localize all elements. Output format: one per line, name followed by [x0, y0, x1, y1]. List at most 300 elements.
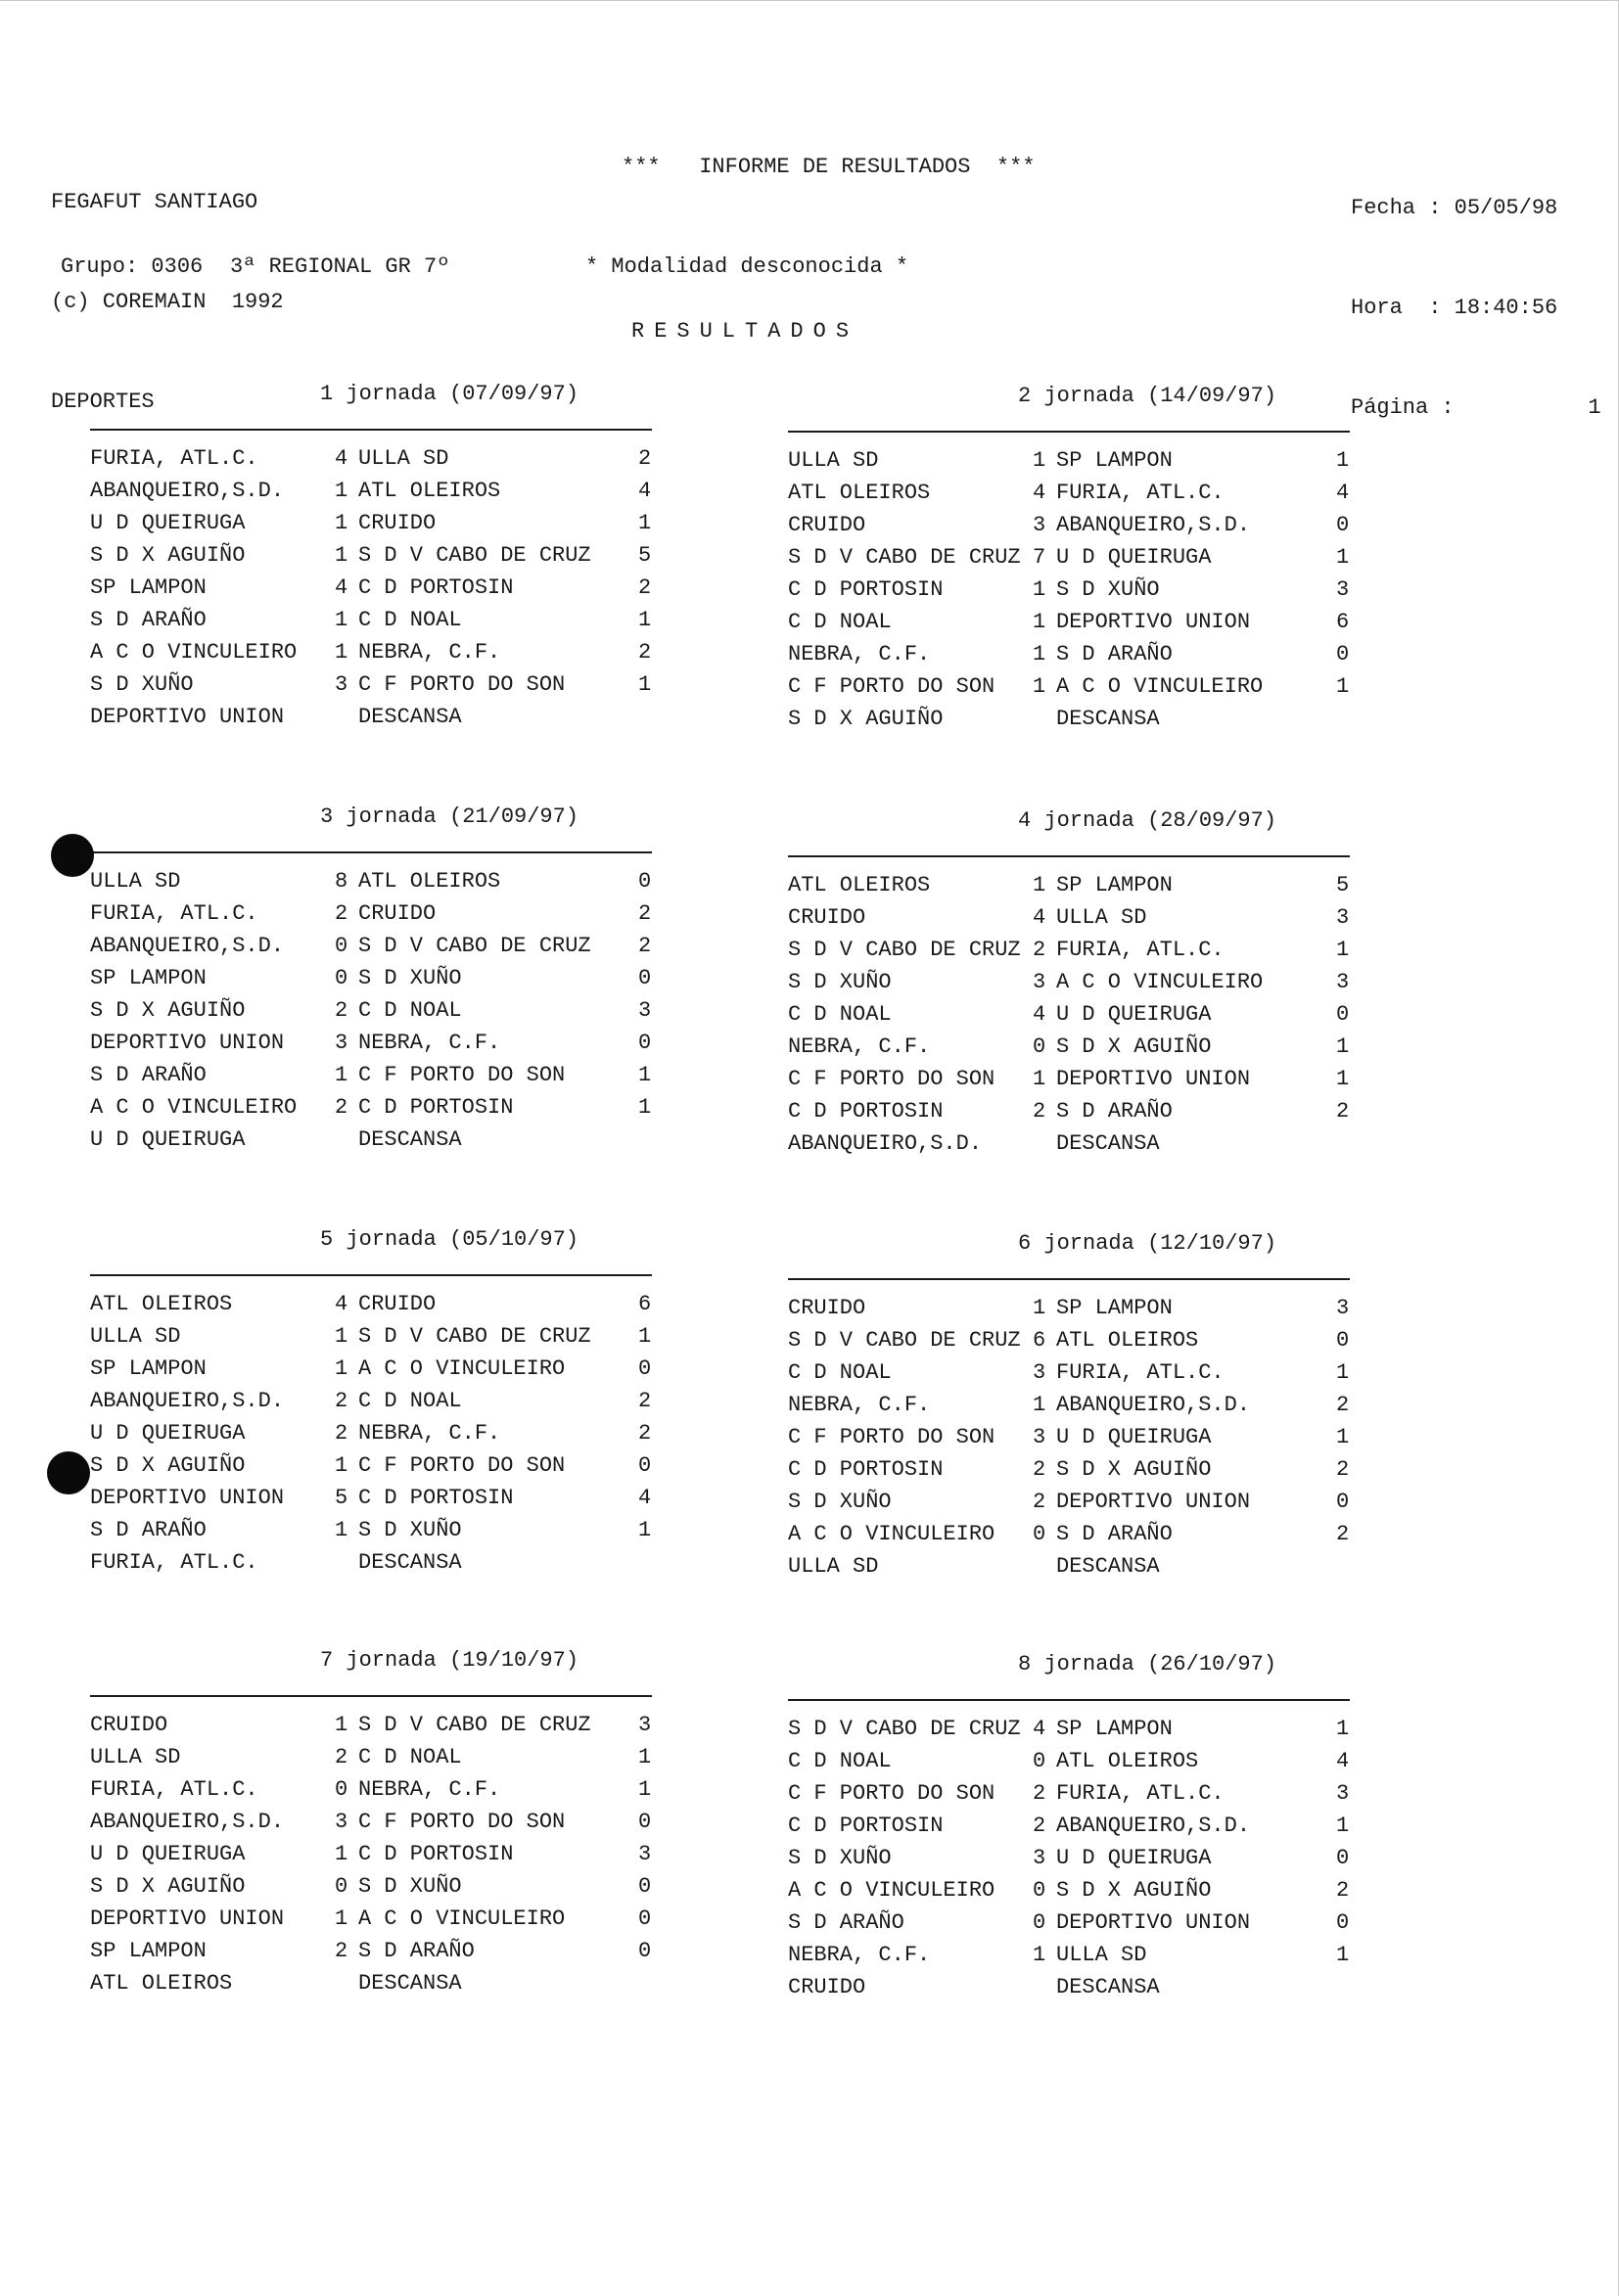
away-team: S D X AGUIÑO — [1056, 1457, 1212, 1482]
away-score: 3 — [1336, 577, 1350, 602]
home-team: CRUIDO — [90, 1713, 168, 1737]
home-score: 3 — [335, 672, 348, 697]
jornada-title: 3 jornada (21/09/97) — [320, 804, 579, 829]
rest-label: DESCANSA — [1056, 707, 1160, 731]
away-score: 1 — [1336, 1814, 1350, 1838]
away-score: 3 — [1336, 970, 1350, 994]
home-team: S D V CABO DE CRUZ — [788, 1328, 1021, 1353]
home-score: 4 — [1033, 905, 1046, 930]
away-score: 1 — [1336, 1717, 1350, 1741]
rest-team: S D X AGUIÑO — [788, 707, 944, 731]
away-score: 2 — [1336, 1393, 1350, 1417]
home-score: 1 — [1033, 642, 1046, 666]
away-score: 0 — [638, 1031, 652, 1055]
org-header — [51, 119, 284, 452]
home-team: C D NOAL — [788, 1749, 892, 1773]
away-score: 0 — [1336, 513, 1350, 537]
home-team: C D PORTOSIN — [788, 1814, 944, 1838]
home-score: 1 — [335, 1356, 348, 1381]
away-team: DEPORTIVO UNION — [1056, 610, 1251, 634]
away-team: S D V CABO DE CRUZ — [358, 1713, 591, 1737]
home-score: 2 — [1033, 1099, 1046, 1124]
away-team: S D V CABO DE CRUZ — [358, 1324, 591, 1349]
home-team: C D NOAL — [788, 1002, 892, 1027]
away-score: 3 — [638, 1842, 652, 1866]
away-team: U D QUEIRUGA — [1056, 545, 1212, 570]
home-score: 2 — [1033, 1457, 1046, 1482]
divider — [788, 1699, 1350, 1701]
away-team: NEBRA, C.F. — [358, 1031, 501, 1055]
home-score: 2 — [1033, 1814, 1046, 1838]
home-team: A C O VINCULEIRO — [788, 1522, 995, 1546]
rest-label: DESCANSA — [358, 1127, 462, 1152]
away-team: FURIA, ATL.C. — [1056, 1360, 1225, 1385]
rest-label: DESCANSA — [358, 1971, 462, 1996]
home-team: ABANQUEIRO,S.D. — [90, 1389, 285, 1413]
home-score: 1 — [1033, 1067, 1046, 1091]
home-score: 3 — [1033, 1425, 1046, 1449]
away-team: C D PORTOSIN — [358, 1842, 514, 1866]
away-score: 1 — [1336, 545, 1350, 570]
away-team: FURIA, ATL.C. — [1056, 938, 1225, 962]
home-score: 1 — [335, 543, 348, 568]
home-score: 2 — [335, 1939, 348, 1963]
away-team: CRUIDO — [358, 1292, 437, 1316]
away-team: S D X AGUIÑO — [1056, 1034, 1212, 1059]
home-team: ULLA SD — [90, 869, 181, 894]
away-score: 3 — [638, 998, 652, 1023]
home-team: ATL OLEIROS — [788, 481, 931, 505]
home-score: 1 — [335, 511, 348, 535]
divider — [90, 851, 652, 853]
home-team: C F PORTO DO SON — [788, 1425, 995, 1449]
home-team: S D V CABO DE CRUZ — [788, 545, 1021, 570]
home-team: S D X AGUIÑO — [90, 543, 246, 568]
home-score: 0 — [335, 1874, 348, 1899]
away-score: 1 — [638, 1095, 652, 1120]
home-team: S D ARAÑO — [90, 608, 207, 632]
away-score: 2 — [1336, 1099, 1350, 1124]
away-score: 4 — [1336, 481, 1350, 505]
away-score: 0 — [1336, 1846, 1350, 1870]
home-score: 1 — [335, 1713, 348, 1737]
modality: * Modalidad desconocida * — [585, 254, 909, 279]
home-score: 1 — [1033, 1296, 1046, 1320]
home-score: 1 — [335, 1518, 348, 1542]
home-score: 2 — [335, 1745, 348, 1769]
away-score: 0 — [1336, 1910, 1350, 1935]
home-score: 4 — [1033, 1002, 1046, 1027]
away-score: 1 — [1336, 1425, 1350, 1449]
rest-team: FURIA, ATL.C. — [90, 1550, 258, 1575]
divider — [788, 855, 1350, 857]
home-team: S D XUÑO — [788, 1490, 892, 1514]
home-score: 0 — [1033, 1522, 1046, 1546]
home-team: FURIA, ATL.C. — [90, 1777, 258, 1802]
home-team: S D XUÑO — [788, 1846, 892, 1870]
away-score: 1 — [1336, 938, 1350, 962]
home-team: U D QUEIRUGA — [90, 1421, 246, 1446]
home-score: 1 — [335, 1324, 348, 1349]
jornada-title: 7 jornada (19/10/97) — [320, 1648, 579, 1673]
home-team: C F PORTO DO SON — [788, 1067, 995, 1091]
home-team: C F PORTO DO SON — [788, 1781, 995, 1806]
divider — [788, 1278, 1350, 1280]
away-team: ABANQUEIRO,S.D. — [1056, 1393, 1251, 1417]
away-team: S D XUÑO — [358, 1874, 462, 1899]
away-team: A C O VINCULEIRO — [1056, 674, 1264, 699]
away-team: NEBRA, C.F. — [358, 1421, 501, 1446]
away-team: C D NOAL — [358, 608, 462, 632]
results-title: RESULTADOS — [631, 319, 859, 344]
away-team: C D NOAL — [358, 1389, 462, 1413]
away-score: 1 — [638, 1063, 652, 1087]
home-score: 1 — [335, 640, 348, 665]
away-team: SP LAMPON — [1056, 448, 1173, 473]
away-team: C D NOAL — [358, 998, 462, 1023]
away-score: 2 — [638, 575, 652, 600]
away-score: 1 — [638, 1745, 652, 1769]
away-score: 0 — [638, 966, 652, 990]
away-score: 0 — [638, 1939, 652, 1963]
home-score: 6 — [1033, 1328, 1046, 1353]
home-team: S D X AGUIÑO — [90, 1874, 246, 1899]
away-score: 4 — [1336, 1749, 1350, 1773]
home-score: 2 — [1033, 1781, 1046, 1806]
punch-hole-top — [51, 834, 94, 877]
away-score: 0 — [638, 1453, 652, 1478]
copyright-line: (c) COREMAIN 1992 — [51, 290, 284, 314]
away-team: S D XUÑO — [1056, 577, 1160, 602]
home-team: SP LAMPON — [90, 966, 207, 990]
away-score: 1 — [1336, 448, 1350, 473]
away-team: ULLA SD — [1056, 1943, 1147, 1967]
away-score: 0 — [1336, 1490, 1350, 1514]
away-team: ABANQUEIRO,S.D. — [1056, 1814, 1251, 1838]
away-score: 2 — [638, 1421, 652, 1446]
home-score: 0 — [1033, 1910, 1046, 1935]
away-team: FURIA, ATL.C. — [1056, 481, 1225, 505]
away-score: 3 — [638, 1713, 652, 1737]
away-team: U D QUEIRUGA — [1056, 1846, 1212, 1870]
away-team: SP LAMPON — [1056, 1717, 1173, 1741]
home-score: 0 — [335, 966, 348, 990]
home-score: 1 — [335, 1842, 348, 1866]
away-team: CRUIDO — [358, 901, 437, 926]
away-team: C D PORTOSIN — [358, 575, 514, 600]
divider — [90, 429, 652, 431]
away-score: 1 — [1336, 1034, 1350, 1059]
rest-team: CRUIDO — [788, 1975, 866, 1999]
home-score: 1 — [335, 479, 348, 503]
away-score: 2 — [1336, 1878, 1350, 1903]
away-team: U D QUEIRUGA — [1056, 1425, 1212, 1449]
away-score: 1 — [638, 608, 652, 632]
away-score: 5 — [1336, 873, 1350, 897]
away-score: 2 — [638, 934, 652, 958]
rest-label: DESCANSA — [1056, 1131, 1160, 1156]
home-score: 2 — [1033, 938, 1046, 962]
home-team: S D V CABO DE CRUZ — [788, 1717, 1021, 1741]
away-team: FURIA, ATL.C. — [1056, 1781, 1225, 1806]
away-team: C D PORTOSIN — [358, 1486, 514, 1510]
away-team: NEBRA, C.F. — [358, 1777, 501, 1802]
home-score: 3 — [1033, 1360, 1046, 1385]
home-team: SP LAMPON — [90, 1356, 207, 1381]
rest-team: ABANQUEIRO,S.D. — [788, 1131, 983, 1156]
home-score: 2 — [335, 1389, 348, 1413]
home-team: A C O VINCULEIRO — [788, 1878, 995, 1903]
away-team: C D NOAL — [358, 1745, 462, 1769]
away-score: 0 — [638, 1356, 652, 1381]
rest-label: DESCANSA — [1056, 1554, 1160, 1579]
away-team: A C O VINCULEIRO — [358, 1356, 566, 1381]
away-score: 6 — [1336, 610, 1350, 634]
away-team: ATL OLEIROS — [1056, 1749, 1199, 1773]
punch-hole-bottom — [47, 1451, 90, 1494]
home-score: 0 — [1033, 1878, 1046, 1903]
home-team: CRUIDO — [788, 1296, 866, 1320]
home-score: 3 — [1033, 1846, 1046, 1870]
away-score: 2 — [638, 1389, 652, 1413]
away-score: 0 — [1336, 1002, 1350, 1027]
away-team: ATL OLEIROS — [1056, 1328, 1199, 1353]
away-team: S D ARAÑO — [1056, 1522, 1173, 1546]
away-team: C D PORTOSIN — [358, 1095, 514, 1120]
home-score: 4 — [335, 1292, 348, 1316]
rest-team: ULLA SD — [788, 1554, 879, 1579]
away-team: C F PORTO DO SON — [358, 672, 566, 697]
home-team: NEBRA, C.F. — [788, 1034, 931, 1059]
home-score: 0 — [1033, 1749, 1046, 1773]
away-score: 2 — [638, 640, 652, 665]
away-score: 0 — [1336, 1328, 1350, 1353]
divider — [90, 1274, 652, 1276]
home-score: 2 — [335, 1421, 348, 1446]
home-score: 8 — [335, 869, 348, 894]
away-team: S D ARAÑO — [1056, 1099, 1173, 1124]
home-score: 3 — [1033, 970, 1046, 994]
home-team: S D XUÑO — [788, 970, 892, 994]
away-team: SP LAMPON — [1056, 1296, 1173, 1320]
home-team: DEPORTIVO UNION — [90, 1486, 285, 1510]
home-score: 4 — [1033, 1717, 1046, 1741]
away-team: S D V CABO DE CRUZ — [358, 934, 591, 958]
home-team: SP LAMPON — [90, 1939, 207, 1963]
away-team: S D ARAÑO — [358, 1939, 475, 1963]
away-team: A C O VINCULEIRO — [358, 1906, 566, 1931]
away-score: 2 — [638, 901, 652, 926]
home-team: U D QUEIRUGA — [90, 1842, 246, 1866]
jornada-title: 4 jornada (28/09/97) — [1018, 808, 1277, 833]
jornada-title: 5 jornada (05/10/97) — [320, 1227, 579, 1252]
home-score: 2 — [335, 998, 348, 1023]
home-score: 1 — [1033, 610, 1046, 634]
away-team: A C O VINCULEIRO — [1056, 970, 1264, 994]
home-score: 0 — [1033, 1034, 1046, 1059]
rest-team: DEPORTIVO UNION — [90, 705, 285, 729]
home-team: FURIA, ATL.C. — [90, 446, 258, 471]
away-score: 3 — [1336, 905, 1350, 930]
home-score: 2 — [335, 1095, 348, 1120]
home-score: 3 — [335, 1031, 348, 1055]
home-score: 0 — [335, 1777, 348, 1802]
home-team: A C O VINCULEIRO — [90, 1095, 298, 1120]
home-team: ABANQUEIRO,S.D. — [90, 1810, 285, 1834]
away-score: 5 — [638, 543, 652, 568]
home-team: DEPORTIVO UNION — [90, 1906, 285, 1931]
home-score: 1 — [335, 1063, 348, 1087]
away-team: DEPORTIVO UNION — [1056, 1067, 1251, 1091]
away-team: C F PORTO DO SON — [358, 1453, 566, 1478]
home-team: DEPORTIVO UNION — [90, 1031, 285, 1055]
home-team: S D ARAÑO — [90, 1518, 207, 1542]
away-team: CRUIDO — [358, 511, 437, 535]
away-score: 1 — [1336, 1067, 1350, 1091]
away-score: 1 — [638, 1777, 652, 1802]
home-team: C D PORTOSIN — [788, 1099, 944, 1124]
home-score: 7 — [1033, 545, 1046, 570]
home-team: CRUIDO — [788, 513, 866, 537]
away-team: U D QUEIRUGA — [1056, 1002, 1212, 1027]
away-team: S D XUÑO — [358, 1518, 462, 1542]
away-score: 4 — [638, 479, 652, 503]
page-label: Página : — [1351, 395, 1455, 420]
away-team: ABANQUEIRO,S.D. — [1056, 513, 1251, 537]
home-team: C D PORTOSIN — [788, 1457, 944, 1482]
divider — [788, 431, 1350, 433]
home-team: ABANQUEIRO,S.D. — [90, 934, 285, 958]
group-code: Grupo: 0306 — [61, 254, 204, 279]
home-score: 1 — [335, 608, 348, 632]
jornada-title: 2 jornada (14/09/97) — [1018, 384, 1277, 408]
home-team: NEBRA, C.F. — [788, 1943, 931, 1967]
away-score: 1 — [638, 1324, 652, 1349]
home-team: FURIA, ATL.C. — [90, 901, 258, 926]
home-score: 1 — [1033, 1393, 1046, 1417]
jornada-title: 8 jornada (26/10/97) — [1018, 1652, 1277, 1676]
rest-label: DESCANSA — [358, 705, 462, 729]
away-score: 2 — [1336, 1457, 1350, 1482]
away-team: S D V CABO DE CRUZ — [358, 543, 591, 568]
home-team: CRUIDO — [788, 905, 866, 930]
away-score: 1 — [1336, 1360, 1350, 1385]
home-score: 2 — [1033, 1490, 1046, 1514]
home-team: C F PORTO DO SON — [788, 674, 995, 699]
away-team: NEBRA, C.F. — [358, 640, 501, 665]
away-score: 2 — [1336, 1522, 1350, 1546]
home-score: 0 — [335, 934, 348, 958]
scan-top-edge — [0, 0, 1619, 1]
report-title: *** INFORME DE RESULTADOS *** — [622, 155, 1036, 179]
rest-label: DESCANSA — [1056, 1975, 1160, 1999]
home-score: 3 — [1033, 513, 1046, 537]
away-team: ATL OLEIROS — [358, 869, 501, 894]
home-team: U D QUEIRUGA — [90, 511, 246, 535]
away-team: DEPORTIVO UNION — [1056, 1910, 1251, 1935]
home-team: C D PORTOSIN — [788, 577, 944, 602]
home-score: 1 — [1033, 1943, 1046, 1967]
department: DEPORTES — [51, 390, 155, 414]
home-score: 4 — [335, 575, 348, 600]
org-name: FEGAFUT SANTIAGO — [51, 190, 258, 214]
home-team: ULLA SD — [90, 1745, 181, 1769]
home-score: 1 — [1033, 873, 1046, 897]
home-team: ATL OLEIROS — [788, 873, 931, 897]
home-score: 1 — [1033, 674, 1046, 699]
away-score: 3 — [1336, 1781, 1350, 1806]
home-team: S D XUÑO — [90, 672, 194, 697]
home-team: ULLA SD — [788, 448, 879, 473]
away-score: 2 — [638, 446, 652, 471]
home-team: ABANQUEIRO,S.D. — [90, 479, 285, 503]
divider — [90, 1695, 652, 1697]
home-score: 5 — [335, 1486, 348, 1510]
away-score: 0 — [638, 869, 652, 894]
away-score: 6 — [638, 1292, 652, 1316]
away-team: C F PORTO DO SON — [358, 1810, 566, 1834]
home-team: ATL OLEIROS — [90, 1292, 233, 1316]
report-time: Hora : 18:40:56 — [1351, 296, 1558, 320]
home-score: 1 — [1033, 448, 1046, 473]
home-team: C D NOAL — [788, 610, 892, 634]
away-team: S D XUÑO — [358, 966, 462, 990]
away-team: DEPORTIVO UNION — [1056, 1490, 1251, 1514]
away-score: 0 — [638, 1874, 652, 1899]
page-line — [1351, 391, 1601, 425]
home-team: S D ARAÑO — [90, 1063, 207, 1087]
away-score: 0 — [638, 1906, 652, 1931]
away-score: 3 — [1336, 1296, 1350, 1320]
away-team: S D X AGUIÑO — [1056, 1878, 1212, 1903]
away-score: 1 — [638, 511, 652, 535]
report-date: Fecha : 05/05/98 — [1351, 196, 1558, 220]
away-team: S D ARAÑO — [1056, 642, 1173, 666]
rest-label: DESCANSA — [358, 1550, 462, 1575]
home-team: NEBRA, C.F. — [788, 1393, 931, 1417]
home-team: C D NOAL — [788, 1360, 892, 1385]
home-score: 4 — [335, 446, 348, 471]
home-team: S D X AGUIÑO — [90, 1453, 246, 1478]
jornada-title: 6 jornada (12/10/97) — [1018, 1231, 1277, 1256]
away-score: 1 — [638, 672, 652, 697]
away-team: SP LAMPON — [1056, 873, 1173, 897]
rest-team: ATL OLEIROS — [90, 1971, 233, 1996]
rest-team: U D QUEIRUGA — [90, 1127, 246, 1152]
home-team: ULLA SD — [90, 1324, 181, 1349]
home-score: 4 — [1033, 481, 1046, 505]
home-team: S D ARAÑO — [788, 1910, 904, 1935]
page-number: 1 — [1588, 395, 1601, 420]
away-team: C F PORTO DO SON — [358, 1063, 566, 1087]
home-score: 1 — [1033, 577, 1046, 602]
home-score: 2 — [335, 901, 348, 926]
home-score: 3 — [335, 1810, 348, 1834]
home-score: 1 — [335, 1453, 348, 1478]
away-score: 0 — [638, 1810, 652, 1834]
away-score: 4 — [638, 1486, 652, 1510]
away-team: ATL OLEIROS — [358, 479, 501, 503]
home-team: S D X AGUIÑO — [90, 998, 246, 1023]
away-team: ULLA SD — [358, 446, 449, 471]
home-team: A C O VINCULEIRO — [90, 640, 298, 665]
home-team: NEBRA, C.F. — [788, 642, 931, 666]
report-meta — [1351, 125, 1601, 458]
away-score: 1 — [638, 1518, 652, 1542]
away-score: 1 — [1336, 1943, 1350, 1967]
home-team: S D V CABO DE CRUZ — [788, 938, 1021, 962]
away-score: 0 — [1336, 642, 1350, 666]
